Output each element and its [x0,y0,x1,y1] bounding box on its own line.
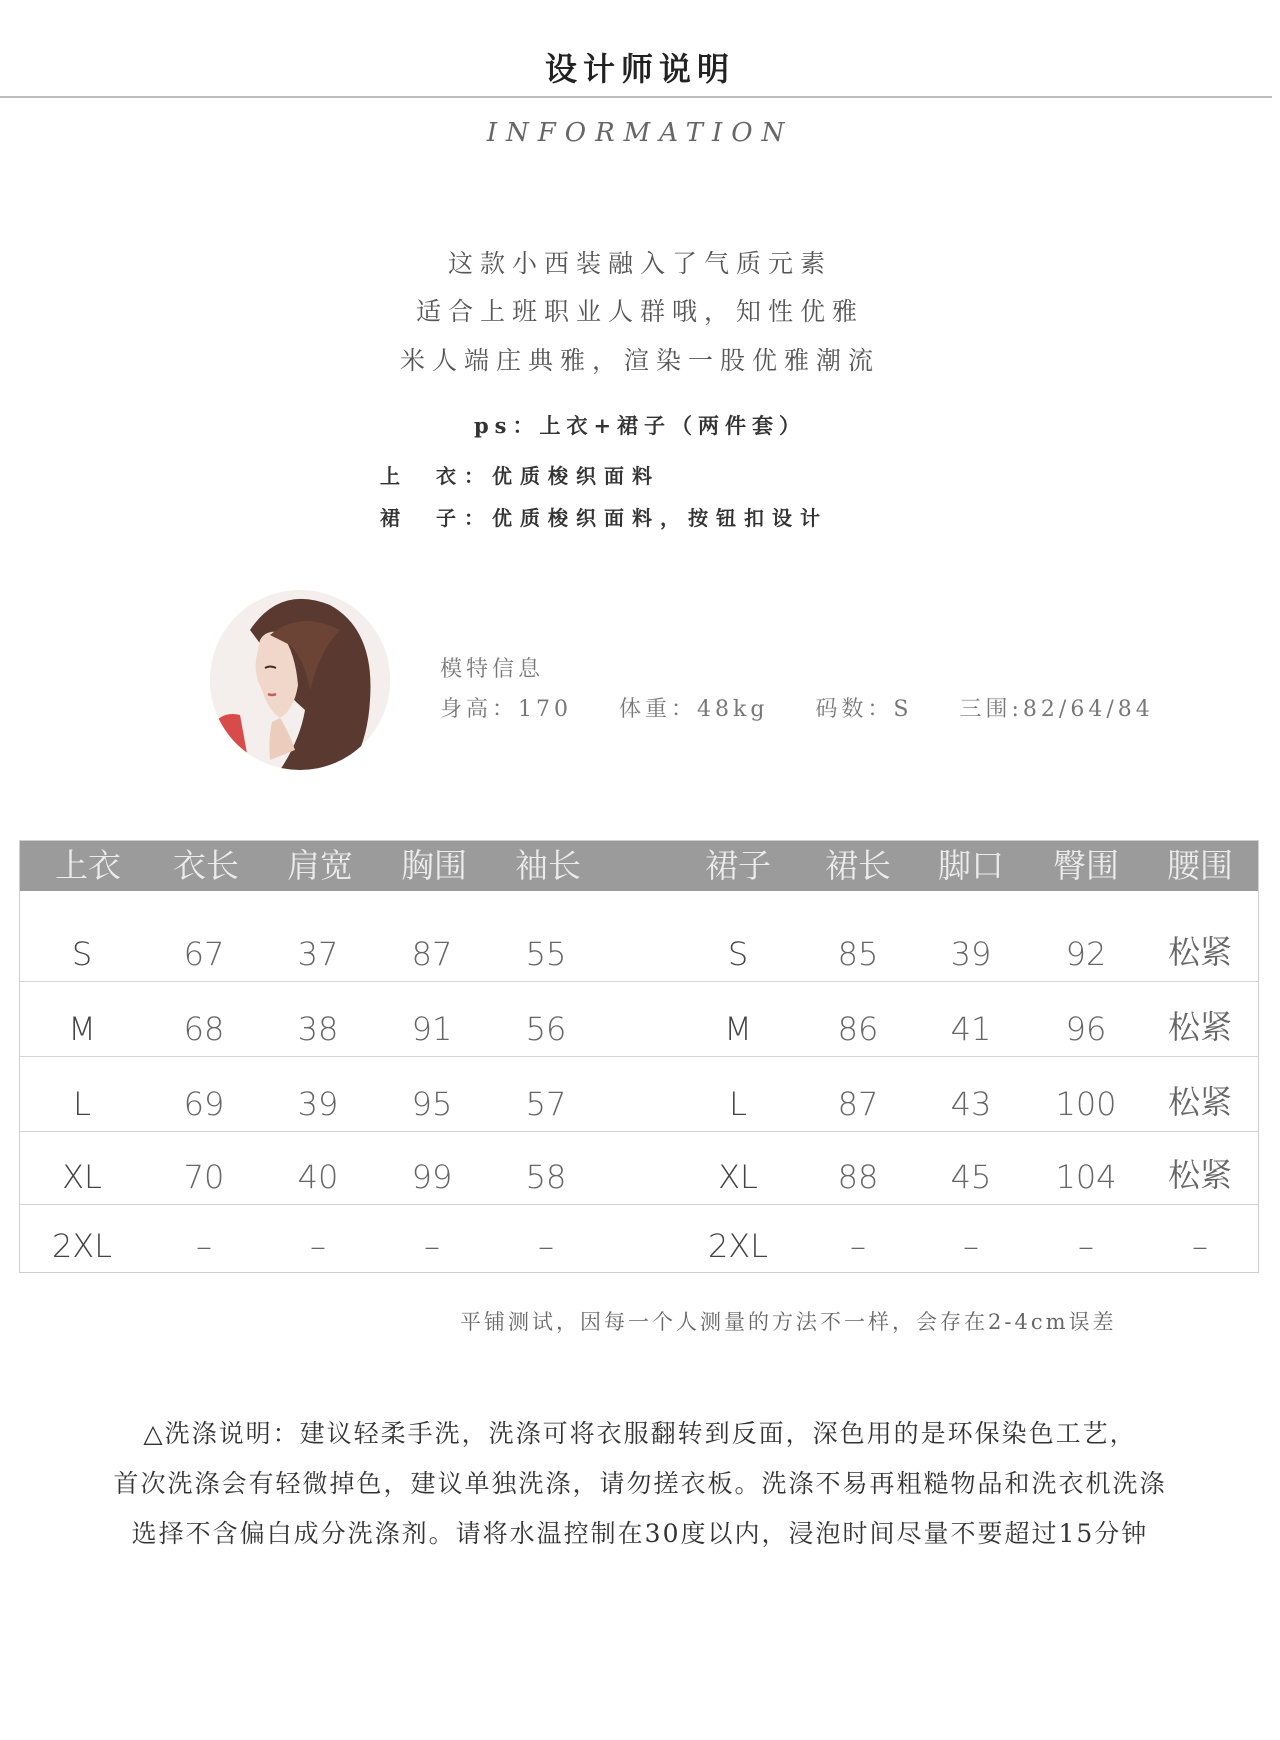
header-cell: 脚口 [938,846,1004,885]
table-cell: 松紧 [1167,1083,1232,1121]
size-cell: S [727,935,749,973]
table-cell: 96 [1065,1010,1107,1048]
table-cell: 55 [525,935,567,973]
model-measurements: 三围:82/64/84 [959,697,1154,722]
table-cell: – [1078,1227,1094,1265]
table-cell: 56 [525,1010,567,1048]
page-title: 设计师说明 [544,50,735,88]
table-cell: – [850,1227,866,1265]
table-cell: 69 [183,1085,225,1123]
size-cell: 2XL [51,1227,113,1265]
intro-line-2: 适合上班职业人群哦，知性优雅 [415,297,864,326]
ps-note: ps：上衣+裙子（两件套） [473,413,807,438]
table-cell: – [538,1227,554,1265]
measurement-note: 平铺测试，因每一个人测量的方法不一样，会存在2-4cm误差 [460,1310,1117,1334]
header-cell: 裙子 [705,846,771,885]
page-subtitle: INFORMATION [486,118,794,148]
header-cell: 臀围 [1053,846,1119,885]
size-cell: M [68,1010,96,1048]
care-line-3: 选择不含偏白成分洗涤剂。请将水温控制在30度以内，浸泡时间尽量不要超过15分钟 [131,1519,1149,1548]
table-cell: 58 [525,1158,567,1196]
table-cell: 86 [837,1010,879,1048]
table-cell: 95 [411,1085,453,1123]
table-cell: 松紧 [1167,1156,1232,1194]
model-info [440,692,1154,723]
header-cell: 衣长 [173,846,239,885]
model-info-label: 模特信息 [440,657,545,682]
table-row [20,982,1258,1057]
table-cell: 37 [297,935,339,973]
table-row [20,891,1258,982]
model-size: 码数：S [815,697,913,722]
table-cell: 38 [297,1010,339,1048]
header-divider [0,96,1272,98]
model-height: 身高：170 [440,697,572,722]
spec-top: 上 衣：优质梭织面料 [380,464,660,488]
model-avatar [210,590,390,770]
size-cell: L [729,1085,747,1123]
table-cell: 57 [525,1085,567,1123]
table-cell: 67 [183,935,225,973]
table-cell: 松紧 [1167,933,1232,971]
table-cell: 68 [183,1010,225,1048]
table-cell: 39 [950,935,992,973]
table-cell: 99 [411,1158,453,1196]
table-cell: 43 [950,1085,992,1123]
table-row [20,1057,1258,1132]
header-cell: 袖长 [515,846,581,885]
table-cell: 85 [837,935,879,973]
table-cell: – [1192,1227,1208,1265]
size-cell: L [73,1085,91,1123]
header-cell: 裙长 [825,846,891,885]
size-cell: XL [62,1158,102,1196]
table-cell: 41 [950,1010,992,1048]
care-line-2: 首次洗涤会有轻微掉色，建议单独洗涤，请勿搓衣板。洗涤不易再粗糙物品和洗衣机洗涤 [113,1469,1167,1498]
model-weight: 体重：48kg [619,697,769,722]
intro-line-3: 米人端庄典雅，渲染一股优雅潮流 [399,346,880,375]
table-cell: 104 [1055,1158,1117,1196]
size-table-header [20,841,1258,891]
table-cell: 91 [411,1010,453,1048]
table-cell: – [963,1227,979,1265]
care-line-1: △洗涤说明：建议轻柔手洗，洗涤可将衣服翻转到反面，深色用的是环保染色工艺， [143,1419,1137,1448]
table-cell: 88 [837,1158,879,1196]
model-portrait-image [210,590,390,770]
size-cell: M [724,1010,752,1048]
size-cell: S [71,935,93,973]
table-cell: 40 [297,1158,339,1196]
intro-line-1: 这款小西装融入了气质元素 [447,249,832,278]
header-cell: 上衣 [55,846,121,885]
header-cell: 腰围 [1167,846,1233,885]
table-cell: 92 [1065,935,1107,973]
header-cell: 胸围 [401,846,467,885]
table-cell: – [196,1227,212,1265]
table-cell: 87 [837,1085,879,1123]
header-cell: 肩宽 [287,846,353,885]
size-cell: XL [718,1158,758,1196]
table-cell: 39 [297,1085,339,1123]
table-cell: 70 [183,1158,225,1196]
table-cell: 100 [1055,1085,1117,1123]
table-cell: 松紧 [1167,1008,1232,1046]
table-row [20,1132,1258,1205]
table-row [20,1205,1258,1273]
table-cell: 45 [950,1158,992,1196]
table-cell: – [424,1227,440,1265]
table-cell: – [310,1227,326,1265]
size-cell: 2XL [707,1227,769,1265]
size-table [19,840,1259,1273]
spec-skirt: 裙 子：优质梭织面料，按钮扣设计 [380,506,828,530]
table-cell: 87 [411,935,453,973]
